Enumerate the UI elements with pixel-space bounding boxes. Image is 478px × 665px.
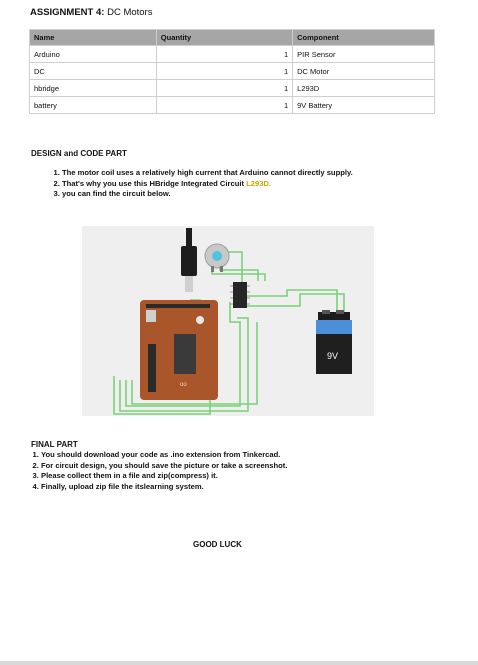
svg-text:oo: oo: [180, 382, 187, 388]
cell-quantity: 1: [156, 63, 292, 80]
cell-name: DC: [30, 63, 157, 80]
battery-9v-icon: [316, 310, 352, 374]
final-heading: FINAL PART: [31, 440, 78, 449]
list-item-text: The motor coil uses a relatively high current that Arduino cannot directly supply.: [62, 168, 353, 177]
highlighted-chip-name: L293D.: [246, 178, 272, 188]
cell-component: PIR Sensor: [293, 46, 435, 63]
assignment-label: ASSIGNMENT 4:: [30, 7, 105, 18]
l293d-chip-icon: [230, 282, 250, 308]
list-item: [62, 189, 353, 200]
arduino-board-icon: [140, 300, 218, 400]
assignment-topic: DC Motors: [107, 7, 153, 18]
design-list: [52, 168, 353, 200]
cell-quantity: 1: [156, 97, 292, 114]
list-item: [62, 168, 353, 179]
column-header-quantity: Quantity: [156, 30, 292, 46]
cell-name: Arduino: [30, 46, 157, 63]
list-item-text: Please collect them in a file and zip(compress) it.: [41, 471, 218, 480]
list-item: [41, 482, 287, 493]
table-row: [30, 80, 435, 97]
table-row: [30, 46, 435, 63]
battery-label: 9V: [327, 351, 339, 361]
list-item-text: That's why you use this HBridge Integrated Circuit: [62, 178, 244, 188]
list-item-text: Finally, upload zip file the itslearning system.: [41, 481, 204, 491]
page-bottom-divider: [0, 661, 478, 665]
closing-text: GOOD LUCK: [193, 540, 242, 549]
list-item: [41, 450, 287, 461]
document-title: [30, 7, 152, 18]
list-item-text: You should download your code as .ino extension from Tinkercad.: [41, 450, 281, 459]
list-item: [41, 471, 287, 482]
column-header-component: Component: [293, 30, 435, 46]
list-item-text: you can find the circuit below.: [62, 189, 171, 198]
cell-quantity: 1: [156, 80, 292, 97]
cell-component: L293D: [293, 80, 435, 97]
column-header-name: Name: [30, 30, 157, 46]
cell-component: 9V Battery: [293, 97, 435, 114]
final-list: [31, 450, 287, 492]
list-item: [62, 179, 353, 190]
design-heading: DESIGN and CODE PART: [31, 149, 127, 158]
table-header-row: [30, 30, 435, 46]
list-item: [41, 461, 287, 472]
cell-name: battery: [30, 97, 157, 114]
cell-name: hbridge: [30, 80, 157, 97]
components-table: [29, 29, 435, 114]
table-row: [30, 97, 435, 114]
cell-component: DC Motor: [293, 63, 435, 80]
cell-quantity: 1: [156, 46, 292, 63]
table-row: [30, 63, 435, 80]
list-item-text: For circuit design, you should save the picture or take a screenshot.: [41, 460, 288, 470]
circuit-diagram-image: [82, 226, 374, 416]
